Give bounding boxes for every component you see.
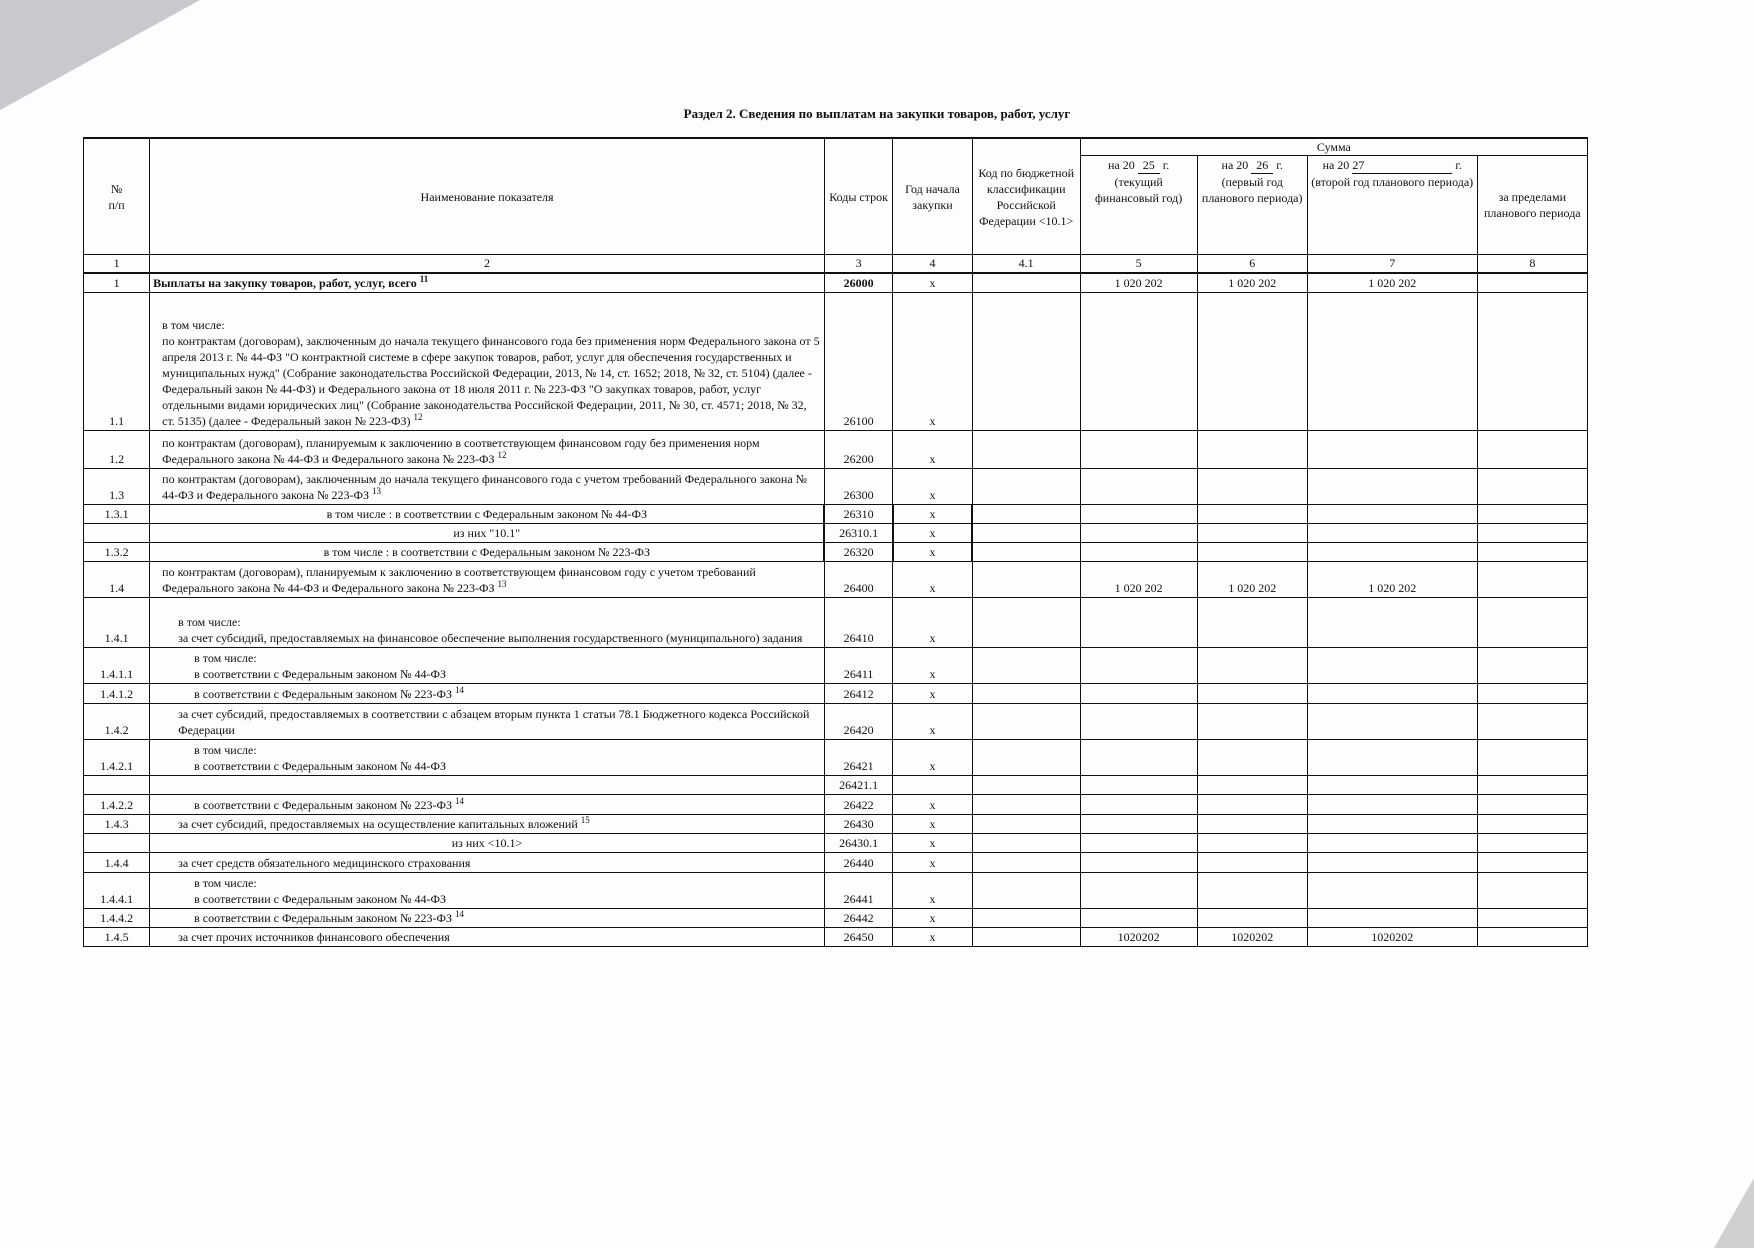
row-code: 26441 [824, 873, 892, 909]
table-row [84, 704, 1588, 740]
header-codes: Коды строк [824, 138, 892, 255]
row-name-text: в том числе: в соответствии с Федеральным законом № 44-ФЗ [194, 743, 446, 773]
row-number: 1.1 [84, 293, 150, 431]
row-code: 26421 [824, 740, 892, 776]
row-sum-beyond [1477, 543, 1587, 562]
row-name [150, 834, 825, 853]
row-sum-beyond [1477, 562, 1587, 598]
row-code: 26400 [824, 562, 892, 598]
header-year-2 [1197, 156, 1307, 255]
row-name [150, 909, 825, 928]
header-year-2-suffix: г. [1276, 158, 1283, 172]
row-sum-beyond [1477, 928, 1587, 947]
header-year-1-prefix: на 20 [1107, 158, 1135, 172]
row-year-start: x [893, 431, 972, 469]
section-title: Раздел 2. Сведения по выплатам на закупки товаров, работ, услуг [683, 106, 1071, 121]
row-name-text: в том числе: в соответствии с Федеральным законом № 44-ФЗ [194, 876, 446, 906]
header-year-1-desc: (текущий финансовый год) [1095, 175, 1183, 205]
row-budget-code [972, 928, 1080, 947]
table-row [84, 648, 1588, 684]
row-code: 26440 [824, 853, 892, 873]
row-sum-beyond [1477, 431, 1587, 469]
row-number [84, 834, 150, 853]
row-sum-year-2 [1197, 834, 1307, 853]
row-sum-year-3 [1307, 834, 1477, 853]
row-sum-year-3 [1307, 704, 1477, 740]
row-sum-year-2 [1197, 740, 1307, 776]
header-year-2-prefix: на 20 [1221, 158, 1249, 172]
row-sum-year-2 [1197, 431, 1307, 469]
row-code: 26000 [824, 273, 892, 293]
row-sum-year-3 [1307, 469, 1477, 505]
header-year-1-suffix: г. [1162, 158, 1170, 172]
row-number: 1.4.4 [84, 853, 150, 873]
row-number: 1.4.4.2 [84, 909, 150, 928]
row-sum-year-3 [1307, 598, 1477, 648]
row-sum-year-2 [1197, 795, 1307, 815]
row-code: 26310 [824, 505, 892, 524]
row-year-start: x [893, 740, 972, 776]
row-sum-year-1 [1080, 795, 1197, 815]
row-sum-beyond [1477, 834, 1587, 853]
col-number: 4 [893, 255, 972, 274]
header-year-3-suffix: г. [1455, 158, 1462, 172]
row-name-text: в том числе : в соответствии с Федеральным законом № 223-ФЗ [323, 545, 650, 559]
row-budget-code [972, 469, 1080, 505]
table-row [84, 834, 1588, 853]
row-budget-code [972, 524, 1080, 543]
row-name-text: из них "10.1" [453, 526, 521, 540]
table-row [84, 562, 1588, 598]
row-number: 1.4 [84, 562, 150, 598]
row-year-start: x [893, 469, 972, 505]
page-corner-shadow [0, 0, 200, 110]
row-sum-year-2 [1197, 815, 1307, 834]
table-row [84, 873, 1588, 909]
row-sum-year-1 [1080, 853, 1197, 873]
row-year-start: x [893, 648, 972, 684]
table-row [84, 815, 1588, 834]
row-sum-year-1 [1080, 524, 1197, 543]
row-budget-code [972, 293, 1080, 431]
footnote-ref: 13 [372, 486, 382, 496]
header-year-3-prefix: на 20 [1322, 158, 1350, 172]
row-number: 1.4.1.1 [84, 648, 150, 684]
row-name [150, 524, 825, 543]
header-sum: Сумма [1080, 138, 1587, 156]
row-number: 1.4.2.1 [84, 740, 150, 776]
row-sum-year-1: 1020202 [1080, 928, 1197, 947]
row-year-start: x [893, 909, 972, 928]
row-name [150, 684, 825, 704]
row-number: 1.4.1 [84, 598, 150, 648]
row-sum-year-3 [1307, 505, 1477, 524]
row-sum-year-1 [1080, 684, 1197, 704]
row-name [150, 431, 825, 469]
table-row [84, 776, 1588, 795]
footnote-ref: 12 [497, 450, 507, 460]
row-budget-code [972, 815, 1080, 834]
row-name [150, 873, 825, 909]
row-year-start: x [893, 873, 972, 909]
row-sum-year-1: 1 020 202 [1080, 562, 1197, 598]
row-sum-year-3 [1307, 776, 1477, 795]
row-code: 26430.1 [824, 834, 892, 853]
row-number: 1.4.5 [84, 928, 150, 947]
row-budget-code [972, 834, 1080, 853]
row-sum-beyond [1477, 853, 1587, 873]
row-sum-year-2 [1197, 543, 1307, 562]
col-number: 7 [1307, 255, 1477, 274]
footnote-ref: 14 [455, 796, 464, 806]
row-name-text: Выплаты на закупку товаров, работ, услуг, всего [153, 276, 417, 290]
row-sum-year-1 [1080, 469, 1197, 505]
row-number: 1.4.4.1 [84, 873, 150, 909]
row-code: 26410 [824, 598, 892, 648]
row-name [150, 740, 825, 776]
row-name [150, 562, 825, 598]
table-row [84, 928, 1588, 947]
row-sum-beyond [1477, 273, 1587, 293]
row-sum-year-3 [1307, 524, 1477, 543]
payments-table [83, 137, 1588, 947]
row-sum-year-1 [1080, 740, 1197, 776]
header-year-1-value: 25 [1138, 157, 1160, 174]
header-name: Наименование показателя [150, 138, 825, 255]
row-sum-year-3: 1 020 202 [1307, 273, 1477, 293]
table-row [84, 524, 1588, 543]
row-sum-year-2 [1197, 598, 1307, 648]
row-code: 26100 [824, 293, 892, 431]
header-no: № п/п [84, 138, 150, 255]
row-sum-beyond [1477, 776, 1587, 795]
row-name [150, 505, 825, 524]
row-budget-code [972, 909, 1080, 928]
row-sum-year-1 [1080, 543, 1197, 562]
row-budget-code [972, 431, 1080, 469]
row-sum-year-3 [1307, 543, 1477, 562]
table-row [84, 543, 1588, 562]
row-number: 1.2 [84, 431, 150, 469]
row-sum-year-2: 1 020 202 [1197, 562, 1307, 598]
row-sum-year-2 [1197, 776, 1307, 795]
row-sum-year-1 [1080, 505, 1197, 524]
row-number: 1.4.3 [84, 815, 150, 834]
row-sum-year-2: 1020202 [1197, 928, 1307, 947]
row-number [84, 524, 150, 543]
row-sum-year-3: 1020202 [1307, 928, 1477, 947]
row-year-start: x [893, 815, 972, 834]
header-year-3 [1307, 156, 1477, 255]
row-code: 26412 [824, 684, 892, 704]
row-name-text: в соответствии с Федеральным законом № 223-ФЗ [194, 798, 452, 812]
row-year-start: x [893, 505, 972, 524]
row-year-start: x [893, 853, 972, 873]
row-name [150, 853, 825, 873]
row-sum-year-2 [1197, 505, 1307, 524]
row-year-start: x [893, 704, 972, 740]
row-code: 26442 [824, 909, 892, 928]
row-code: 26411 [824, 648, 892, 684]
row-sum-year-3 [1307, 815, 1477, 834]
row-name-text: за счет субсидий, предоставляемых в соответствии с абзацем вторым пункта 1 статьи 78.1 Бюджетного кодекса Российской Федерации [178, 707, 810, 737]
footnote-ref: 12 [413, 412, 423, 422]
col-number: 5 [1080, 255, 1197, 274]
header-year-2-value: 26 [1251, 157, 1273, 174]
col-number: 2 [150, 255, 825, 274]
row-code: 26310.1 [824, 524, 892, 543]
row-sum-year-1 [1080, 598, 1197, 648]
row-sum-year-3 [1307, 431, 1477, 469]
row-sum-year-3: 1 020 202 [1307, 562, 1477, 598]
row-name [150, 598, 825, 648]
row-sum-year-2 [1197, 469, 1307, 505]
row-code: 26422 [824, 795, 892, 815]
row-code: 26320 [824, 543, 892, 562]
row-name-text: в соответствии с Федеральным законом № 223-ФЗ [194, 911, 452, 925]
row-sum-year-3 [1307, 873, 1477, 909]
row-sum-beyond [1477, 524, 1587, 543]
row-budget-code [972, 853, 1080, 873]
table-row [84, 684, 1588, 704]
header-year-start: Год начала закупки [893, 138, 972, 255]
table-row [84, 273, 1588, 293]
row-number: 1.4.2 [84, 704, 150, 740]
table-body [84, 273, 1588, 947]
row-budget-code [972, 273, 1080, 293]
table-row [84, 505, 1588, 524]
row-budget-code [972, 704, 1080, 740]
row-number: 1.3.1 [84, 505, 150, 524]
row-code: 26421.1 [824, 776, 892, 795]
row-year-start: x [893, 524, 972, 543]
row-sum-beyond [1477, 815, 1587, 834]
row-sum-beyond [1477, 873, 1587, 909]
row-sum-year-2 [1197, 909, 1307, 928]
footnote-ref: 13 [497, 579, 507, 589]
row-year-start: x [893, 273, 972, 293]
row-code: 26300 [824, 469, 892, 505]
row-budget-code [972, 562, 1080, 598]
row-sum-beyond [1477, 704, 1587, 740]
row-budget-code [972, 598, 1080, 648]
table-row [84, 740, 1588, 776]
row-sum-beyond [1477, 469, 1587, 505]
col-number: 8 [1477, 255, 1587, 274]
row-name [150, 776, 825, 795]
row-name-text: в том числе : в соответствии с Федеральным законом № 44-ФЗ [326, 507, 647, 521]
row-budget-code [972, 684, 1080, 704]
row-sum-year-3 [1307, 684, 1477, 704]
col-number: 4.1 [972, 255, 1080, 274]
page-corner-fold [1714, 1178, 1754, 1248]
row-sum-year-3 [1307, 648, 1477, 684]
row-sum-year-1 [1080, 776, 1197, 795]
row-code: 26450 [824, 928, 892, 947]
table-row [84, 795, 1588, 815]
row-sum-year-2 [1197, 704, 1307, 740]
row-budget-code [972, 740, 1080, 776]
table-row [84, 909, 1588, 928]
row-sum-year-2: 1 020 202 [1197, 273, 1307, 293]
row-year-start: x [893, 562, 972, 598]
row-sum-year-1 [1080, 834, 1197, 853]
row-name-text: за счет средств обязательного медицинского страхования [178, 856, 471, 870]
header-year-2-desc: (первый год планового периода) [1201, 175, 1303, 205]
header-year-3-value: 27 [1352, 157, 1452, 174]
row-budget-code [972, 648, 1080, 684]
row-sum-beyond [1477, 598, 1587, 648]
header-year-3-desc: (второй год планового периода) [1311, 175, 1474, 189]
row-sum-year-1 [1080, 704, 1197, 740]
row-name [150, 469, 825, 505]
row-name [150, 795, 825, 815]
row-sum-year-2 [1197, 873, 1307, 909]
row-name [150, 273, 825, 293]
row-name-text: за счет прочих источников финансового обеспечения [178, 930, 450, 944]
row-sum-beyond [1477, 648, 1587, 684]
row-sum-beyond [1477, 684, 1587, 704]
row-name [150, 704, 825, 740]
row-code: 26430 [824, 815, 892, 834]
row-name-text: по контрактам (договорам), планируемым к заключению в соответствующем финансовом году без применения норм Федерального закона № 44-ФЗ и Федерального закона № 223-ФЗ [162, 436, 760, 466]
header-budget-code: Код по бюджетной классификации Российской Федерации <10.1> [972, 138, 1080, 255]
row-sum-year-1 [1080, 293, 1197, 431]
header-year-1 [1080, 156, 1197, 255]
footnote-ref: 14 [455, 909, 464, 919]
row-sum-year-2 [1197, 648, 1307, 684]
row-sum-beyond [1477, 505, 1587, 524]
row-name [150, 293, 825, 431]
row-year-start: x [893, 543, 972, 562]
row-sum-year-2 [1197, 853, 1307, 873]
row-sum-beyond [1477, 293, 1587, 431]
row-sum-year-3 [1307, 853, 1477, 873]
footnote-ref: 14 [455, 685, 464, 695]
table-row [84, 293, 1588, 431]
row-budget-code [972, 873, 1080, 909]
row-sum-year-3 [1307, 909, 1477, 928]
row-sum-year-1 [1080, 873, 1197, 909]
row-name [150, 648, 825, 684]
row-number: 1.4.2.2 [84, 795, 150, 815]
row-year-start: x [893, 598, 972, 648]
table-row [84, 853, 1588, 873]
row-year-start: x [893, 928, 972, 947]
row-name-text: по контрактам (договорам), планируемым к заключению в соответствующем финансовом году с учетом требований Федерального закона № 44-ФЗ и Федерального закона № 223-ФЗ [162, 565, 756, 595]
row-number [84, 776, 150, 795]
row-number: 1.3 [84, 469, 150, 505]
col-number: 3 [824, 255, 892, 274]
row-name [150, 543, 825, 562]
row-budget-code [972, 505, 1080, 524]
row-name-text: в соответствии с Федеральным законом № 223-ФЗ [194, 687, 452, 701]
table-row [84, 431, 1588, 469]
row-sum-year-2 [1197, 524, 1307, 543]
row-code: 26200 [824, 431, 892, 469]
row-year-start [893, 776, 972, 795]
row-number: 1.3.2 [84, 543, 150, 562]
row-name-text: из них <10.1> [451, 836, 523, 850]
row-sum-year-1 [1080, 648, 1197, 684]
row-sum-year-2 [1197, 684, 1307, 704]
row-name-text: в том числе: в соответствии с Федеральным законом № 44-ФЗ [194, 651, 446, 681]
row-sum-year-1 [1080, 909, 1197, 928]
row-sum-year-2 [1197, 293, 1307, 431]
row-sum-year-3 [1307, 740, 1477, 776]
footnote-ref: 11 [419, 274, 429, 284]
col-number: 1 [84, 255, 150, 274]
row-sum-year-3 [1307, 293, 1477, 431]
row-code: 26420 [824, 704, 892, 740]
row-year-start: x [893, 834, 972, 853]
row-budget-code [972, 776, 1080, 795]
table-row [84, 598, 1588, 648]
row-year-start: x [893, 293, 972, 431]
row-number: 1 [84, 273, 150, 293]
row-sum-year-1 [1080, 431, 1197, 469]
row-name-text: в том числе: за счет субсидий, предоставляемых на финансовое обеспечение выполнения государственного (муниципального) задания [178, 615, 803, 645]
row-sum-year-3 [1307, 795, 1477, 815]
row-name [150, 815, 825, 834]
row-budget-code [972, 543, 1080, 562]
row-name [150, 928, 825, 947]
table-row [84, 469, 1588, 505]
footnote-ref: 15 [580, 815, 590, 825]
row-budget-code [972, 795, 1080, 815]
row-sum-year-1 [1080, 815, 1197, 834]
row-year-start: x [893, 795, 972, 815]
row-name-text: за счет субсидий, предоставляемых на осуществление капитальных вложений [178, 817, 578, 831]
row-sum-beyond [1477, 795, 1587, 815]
row-name-text: в том числе: по контрактам (договорам), заключенным до начала текущего финансового года без применения норм Федерального закона от 5 апреля 2013 г. № 44-ФЗ "О контрактной системе в сфере закупок товаров, работ, услуг для обеспечения государственных и муниципальных нужд" (Собрание законодательства Российской Федерации, 2013, № 14, ст. 1652; 2018, № 32, ст. 5104) (далее - Федеральный закон № 44-ФЗ) и Федерального закона от 18 июля 2011 г. № 223-ФЗ "О закупках товаров, работ, услуг отдельными видами юридических лиц" (Собрание законодательства Российской Федерации, 2011, № 30, ст. 4571; 2018, № 32, ст. 5135) (далее - Федеральный закон № 223-ФЗ) [162, 318, 820, 428]
header-beyond: за пределами планового периода [1477, 156, 1587, 255]
row-number: 1.4.1.2 [84, 684, 150, 704]
row-year-start: x [893, 684, 972, 704]
row-sum-beyond [1477, 909, 1587, 928]
row-sum-beyond [1477, 740, 1587, 776]
row-sum-year-1: 1 020 202 [1080, 273, 1197, 293]
col-number: 6 [1197, 255, 1307, 274]
row-name-text: по контрактам (договорам), заключенным до начала текущего финансового года с учетом требований Федерального закона № 44-ФЗ и Федерального закона № 223-ФЗ [162, 472, 808, 502]
